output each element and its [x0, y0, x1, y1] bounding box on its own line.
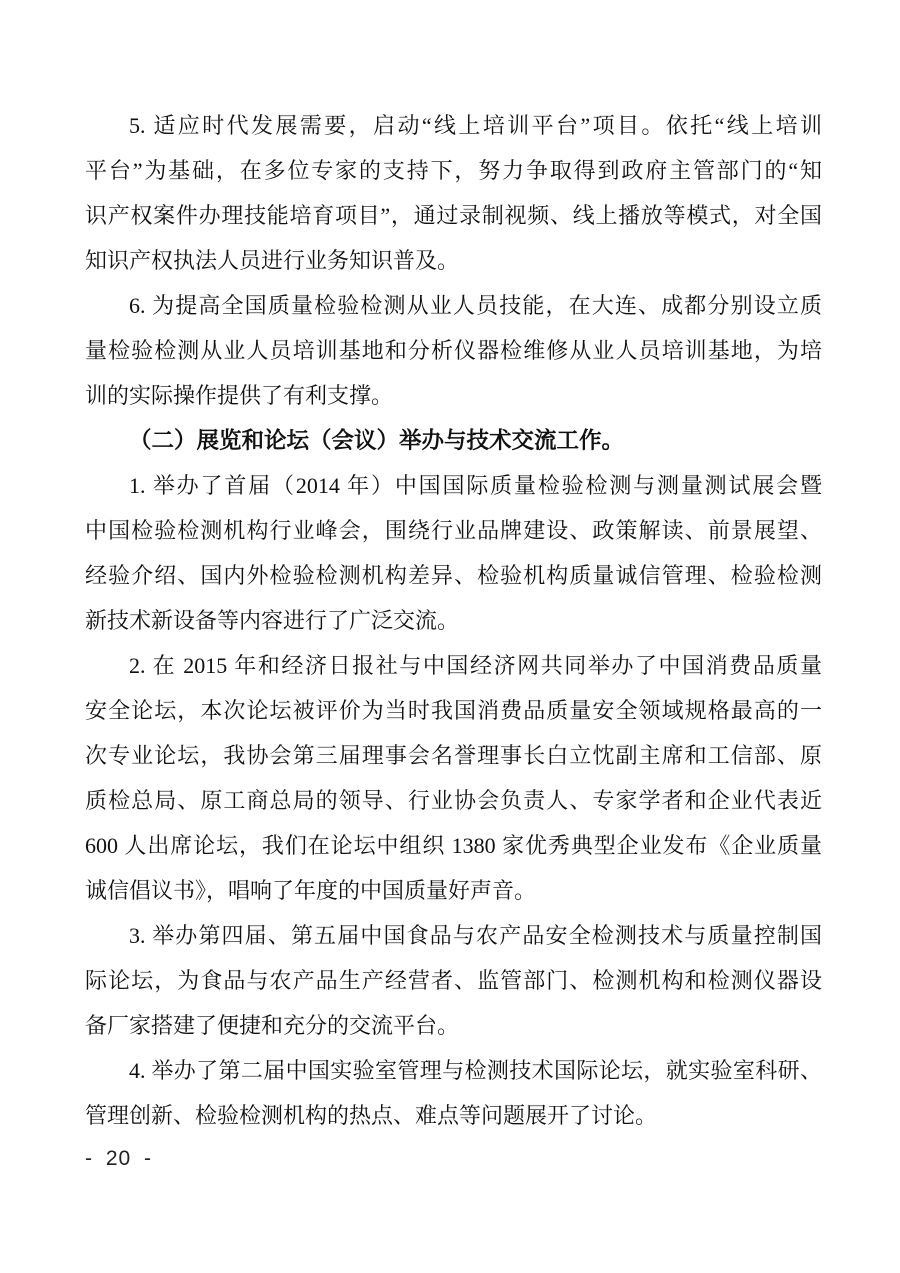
text-line: 6. 为提高全国质量检验检测从业人员技能，在大连、成都分别设立质 — [129, 293, 822, 318]
text-line: 质检总局、原工商总局的领导、行业协会负责人、专家学者和企业代表近 — [85, 788, 822, 813]
paragraph — [85, 103, 822, 283]
paragraph — [85, 463, 822, 643]
paragraph — [85, 643, 822, 913]
text-line: 新技术新设备等内容进行了广泛交流。 — [85, 608, 460, 633]
text-line: 际论坛，为食品与农产品生产经营者、监管部门、检测机构和检测仪器设 — [85, 968, 822, 993]
text-line: 次专业论坛，我协会第三届理事会名誉理事长白立忱副主席和工信部、原 — [85, 743, 822, 768]
text-line: 经验介绍、国内外检验检测机构差异、检验机构质量诚信管理、检验检测 — [85, 563, 822, 588]
text-line: 中国检验检测机构行业峰会，围绕行业品牌建设、政策解读、前景展望、 — [85, 518, 822, 543]
text-line: （二）展览和论坛（会议）举办与技术交流工作。 — [129, 428, 625, 453]
section-heading — [85, 418, 822, 463]
page-number: - 20 - — [85, 1147, 153, 1170]
text-line: 600 人出席论坛，我们在论坛中组织 1380 家优秀典型企业发布《企业质量 — [85, 833, 822, 858]
text-line: 备厂家搭建了便捷和充分的交流平台。 — [85, 1013, 460, 1038]
text-line: 4. 举办了第二届中国实验室管理与检测技术国际论坛，就实验室科研、 — [129, 1058, 822, 1083]
text-line: 1. 举办了首届（2014 年）中国国际质量检验检测与测量测试展会暨 — [129, 473, 822, 498]
paragraph — [85, 283, 822, 418]
text-line: 识产权案件办理技能培育项目”，通过录制视频、线上播放等模式，对全国 — [85, 203, 822, 228]
text-line: 诚信倡议书》，唱响了年度的中国质量好声音。 — [85, 878, 537, 903]
text-line: 量检验检测从业人员培训基地和分析仪器检维修从业人员培训基地，为培 — [85, 338, 822, 363]
text-line: 2. 在 2015 年和经济日报社与中国经济网共同举办了中国消费品质量 — [129, 653, 822, 678]
paragraph — [85, 913, 822, 1048]
text-line: 管理创新、检验检测机构的热点、难点等问题展开了讨论。 — [85, 1103, 658, 1128]
text-line: 5. 适应时代发展需要，启动“线上培训平台”项目。依托“线上培训 — [129, 113, 822, 138]
text-line: 3. 举办第四届、第五届中国食品与农产品安全检测技术与质量控制国 — [129, 923, 822, 948]
text-line: 知识产权执法人员进行业务知识普及。 — [85, 248, 460, 273]
text-line: 训的实际操作提供了有利支撑。 — [85, 383, 394, 408]
text-line: 平台”为基础，在多位专家的支持下，努力争取得到政府主管部门的“知 — [85, 158, 822, 183]
text-line: 安全论坛，本次论坛被评价为当时我国消费品质量安全领域规格最高的一 — [85, 698, 822, 723]
paragraph — [85, 1048, 822, 1138]
document-body — [85, 103, 822, 1138]
